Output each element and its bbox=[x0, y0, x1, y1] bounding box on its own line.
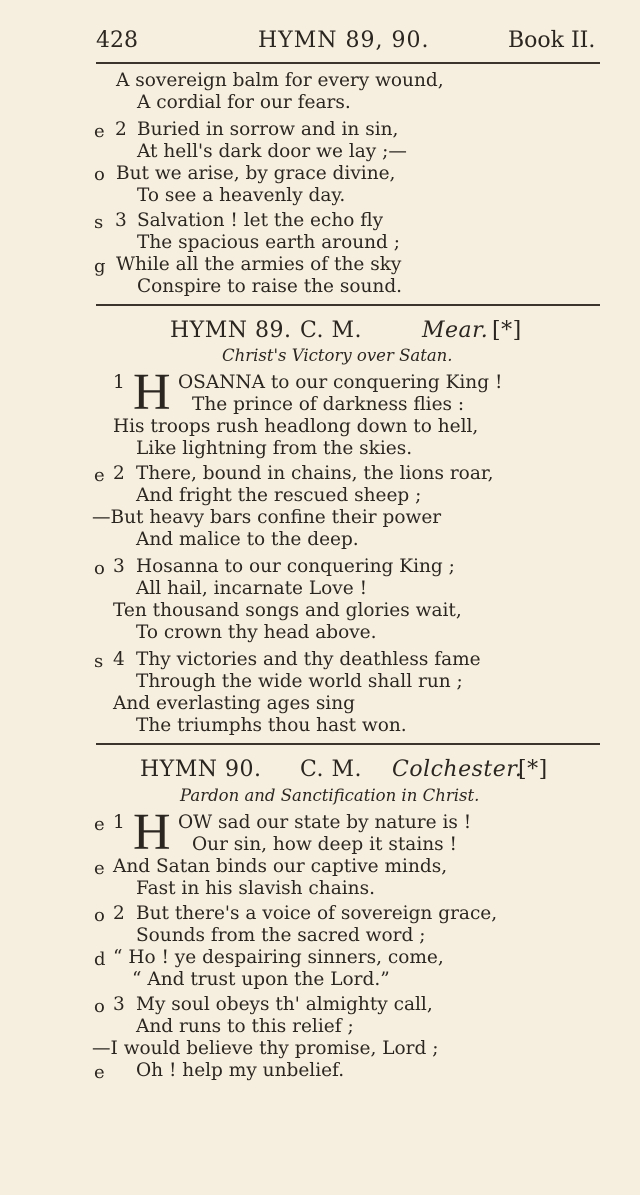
hymn-title: HYMN 89. bbox=[170, 318, 292, 343]
hymn-flag: [*] bbox=[492, 318, 522, 343]
verse-number: 1 bbox=[113, 812, 125, 833]
verse-line: To see a heavenly day. bbox=[137, 185, 346, 206]
verse-line: There, bound in chains, the lions roar, bbox=[136, 463, 494, 484]
dynamic-mark: e bbox=[94, 1062, 105, 1083]
verse-number: 3 bbox=[113, 556, 125, 577]
book-label: Book II. bbox=[508, 28, 596, 53]
verse-line: “ Ho ! ye despairing sinners, come, bbox=[113, 947, 444, 968]
verse-line: And malice to the deep. bbox=[136, 529, 359, 550]
drop-cap: H bbox=[133, 804, 171, 861]
hymn-meter: C. M. bbox=[300, 757, 363, 782]
verse-line: His troops rush headlong down to hell, bbox=[113, 416, 479, 437]
verse-line: The prince of darkness flies : bbox=[192, 394, 465, 415]
verse-line: Oh ! help my unbelief. bbox=[136, 1060, 345, 1081]
verse-line: While all the armies of the sky bbox=[116, 254, 402, 275]
dynamic-mark: o bbox=[94, 164, 105, 185]
verse-line: Fast in his slavish chains. bbox=[136, 878, 375, 899]
verse-line: The triumphs thou hast won. bbox=[136, 715, 407, 736]
verse-line: At hell's dark door we lay ;— bbox=[137, 141, 407, 162]
hymn-tune: Colchester. bbox=[392, 757, 523, 782]
verse-line: Salvation ! let the echo fly bbox=[137, 210, 384, 231]
verse-line: “ And trust upon the Lord.” bbox=[132, 969, 390, 990]
hymn-meter: C. M. bbox=[300, 318, 363, 343]
verse-line: And everlasting ages sing bbox=[113, 693, 355, 714]
dynamic-mark: s bbox=[94, 651, 104, 672]
dynamic-mark: e bbox=[94, 465, 105, 486]
verse-line: A sovereign balm for every wound, bbox=[116, 70, 444, 91]
running-title: HYMN 89, 90. bbox=[258, 28, 430, 53]
verse-line: And fright the rescued sheep ; bbox=[136, 485, 422, 506]
dynamic-mark: g bbox=[94, 256, 106, 277]
verse-line: To crown thy head above. bbox=[136, 622, 377, 643]
verse-number: 3 bbox=[115, 210, 127, 231]
verse-line: Through the wide world shall run ; bbox=[136, 671, 463, 692]
dynamic-mark: e bbox=[94, 814, 105, 835]
verse-line: Sounds from the sacred word ; bbox=[136, 925, 426, 946]
section-rule bbox=[96, 743, 600, 745]
dynamic-mark: e bbox=[94, 858, 105, 879]
verse-line: Like lightning from the skies. bbox=[136, 438, 413, 459]
verse-line: My soul obeys th' almighty call, bbox=[136, 994, 433, 1015]
verse-line: OW sad our state by nature is ! bbox=[178, 812, 472, 833]
verse-line: But there's a voice of sovereign grace, bbox=[136, 903, 498, 924]
verse-line: Thy victories and thy deathless fame bbox=[136, 649, 481, 670]
verse-number: 1 bbox=[113, 372, 125, 393]
dynamic-mark: o bbox=[94, 905, 105, 926]
section-rule bbox=[96, 304, 600, 306]
verse-line: A cordial for our fears. bbox=[137, 92, 351, 113]
page-number: 428 bbox=[96, 28, 138, 53]
verse-line: And Satan binds our captive minds, bbox=[113, 856, 448, 877]
verse-line: —But heavy bars confine their power bbox=[92, 507, 442, 528]
hymn-title: HYMN 90. bbox=[140, 757, 262, 782]
verse-line: Hosanna to our conquering King ; bbox=[136, 556, 455, 577]
dynamic-mark: d bbox=[94, 949, 106, 970]
dynamic-mark: s bbox=[94, 212, 104, 233]
drop-cap: H bbox=[133, 364, 171, 421]
dynamic-mark: o bbox=[94, 558, 105, 579]
dynamic-mark: e bbox=[94, 121, 105, 142]
verse-number: 2 bbox=[113, 903, 125, 924]
hymn-flag: [*] bbox=[518, 757, 548, 782]
verse-number: 2 bbox=[113, 463, 125, 484]
dynamic-mark: o bbox=[94, 996, 105, 1017]
hymn-subtitle: Pardon and Sanctification in Christ. bbox=[180, 786, 480, 805]
verse-line: Buried in sorrow and in sin, bbox=[137, 119, 399, 140]
verse-line: But we arise, by grace divine, bbox=[116, 163, 396, 184]
verse-line: OSANNA to our conquering King ! bbox=[178, 372, 503, 393]
verse-number: 2 bbox=[115, 119, 127, 140]
verse-line: Our sin, how deep it stains ! bbox=[192, 834, 457, 855]
verse-line: And runs to this relief ; bbox=[136, 1016, 354, 1037]
verse-line: All hail, incarnate Love ! bbox=[136, 578, 368, 599]
verse-line: Ten thousand songs and glories wait, bbox=[113, 600, 462, 621]
hymn-subtitle: Christ's Victory over Satan. bbox=[222, 346, 453, 365]
verse-line: —I would believe thy promise, Lord ; bbox=[92, 1038, 439, 1059]
verse-number: 4 bbox=[113, 649, 125, 670]
hymn-tune: Mear. bbox=[422, 318, 489, 343]
header-rule bbox=[96, 62, 600, 64]
verse-number: 3 bbox=[113, 994, 125, 1015]
verse-line: Conspire to raise the sound. bbox=[137, 276, 403, 297]
verse-line: The spacious earth around ; bbox=[137, 232, 401, 253]
